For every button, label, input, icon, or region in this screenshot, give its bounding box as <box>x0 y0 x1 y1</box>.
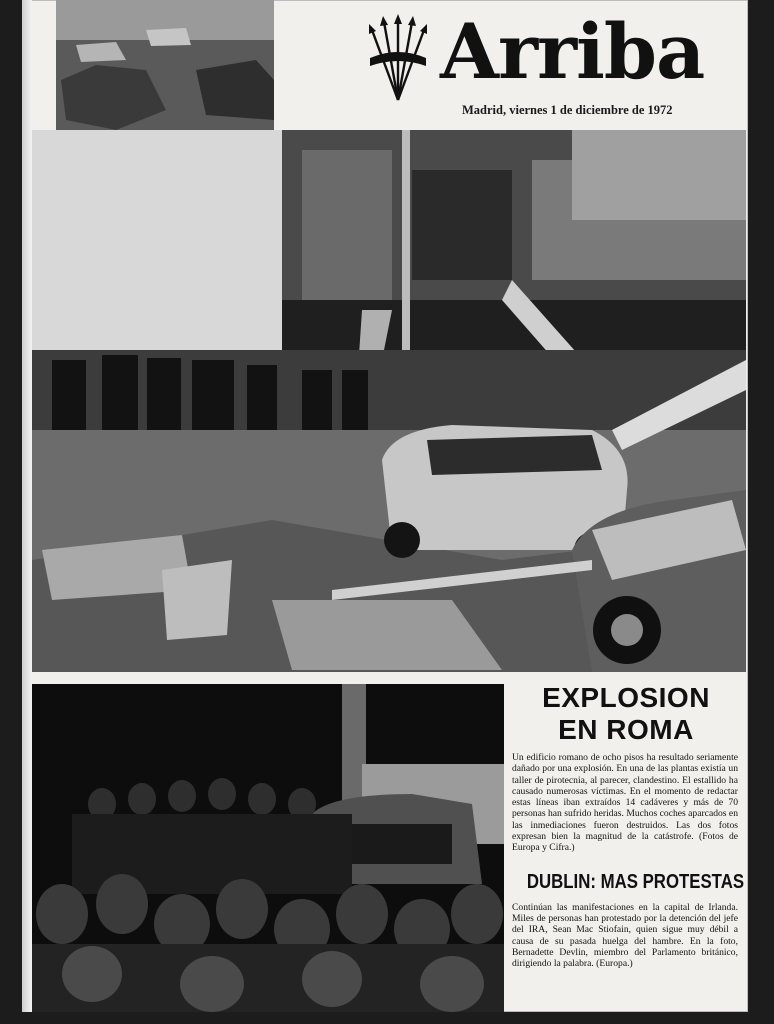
second-headline: DUBLIN: MAS PROTESTAS <box>526 870 745 893</box>
headline <box>508 682 744 746</box>
main-photo <box>32 130 746 672</box>
collapsed-building-illustration <box>32 130 746 672</box>
yoke-and-arrows-icon <box>366 14 430 104</box>
page-binding <box>22 0 32 1012</box>
newspaper-page <box>22 0 748 1012</box>
masthead-dateline: Madrid, viernes 1 de diciembre de 1972 <box>462 103 673 117</box>
article-column <box>508 682 744 1002</box>
masthead-title: Arriba <box>440 7 705 96</box>
second-article-body: Continúan las manifestaciones en la capital de Irlanda. Miles de personas han protestado por la detención del jefe del IRA, Sean Mac Stiofain, quien sigue muy débil a causa de su pasada huelga del hambre. En la foto, Bernadette Devlin, miembro del Parlamento británico, dirigiendo la palabra. (Europa.) <box>512 901 738 970</box>
headline-line-1: EXPLOSION <box>542 682 710 713</box>
article-body: Un edificio romano de ocho pisos ha resultado seriamente dañado por una explosión. En una de las plantas existía un taller de pirotecnia, al parecer, clandestino. El estallido ha causado numerosas víctimas. En el momento de redactar estas líneas iban extraídos 14 cadáveres y más de 70 personas han sufrido heridas. Muchos coches aparcados en las inmediaciones fueron destruidos. Las dos fotos expresan bien la magnitud de la catástrofe. (Fotos de Europa y Cifra.) <box>512 752 738 854</box>
night-crowd-illustration <box>32 684 504 1012</box>
headline-line-2: EN ROMA <box>558 714 694 745</box>
bottom-photo <box>32 684 504 1012</box>
